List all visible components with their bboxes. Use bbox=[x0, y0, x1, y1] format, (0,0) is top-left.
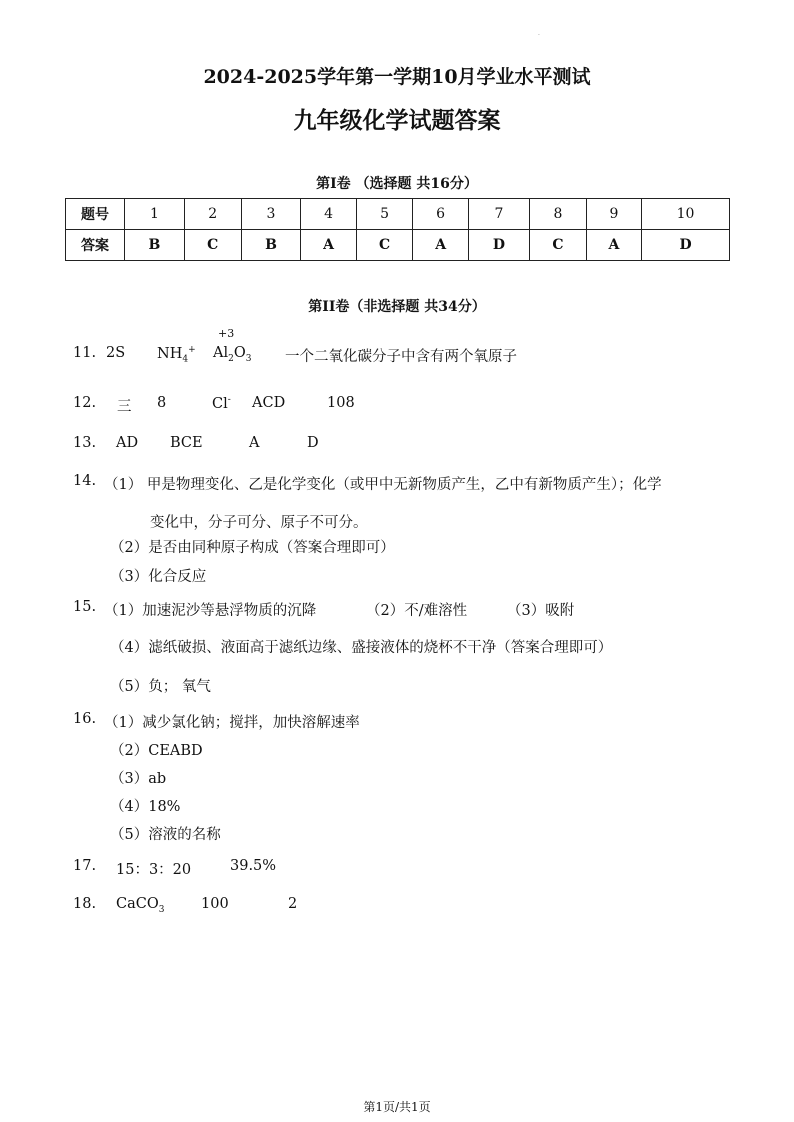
answer-part-3: （3）ab bbox=[110, 771, 167, 787]
row-label-question: 题号 bbox=[66, 199, 125, 230]
page-footer: 第1页/共1页 bbox=[363, 1100, 431, 1114]
answer-cell: C bbox=[184, 230, 241, 261]
question-number: 16. bbox=[73, 711, 97, 727]
answer-alumina: $Al_2O_3$ bbox=[213, 345, 252, 364]
answer-meaning: 一个二氧化碳分子中含有两个氧原子 bbox=[285, 349, 517, 365]
question-number: 10 bbox=[642, 199, 730, 230]
section2-heading: 第II卷（非选择题 共34分） bbox=[308, 299, 486, 315]
answer-part-5: （5）溶液的名称 bbox=[110, 827, 221, 843]
answer-part-4: （4）18% bbox=[110, 799, 181, 815]
question-number: 8 bbox=[530, 199, 587, 230]
question-number: 9 bbox=[586, 199, 641, 230]
answer-part: A bbox=[249, 435, 260, 451]
question-number: 2 bbox=[184, 199, 241, 230]
answer-part: 2 bbox=[288, 896, 298, 912]
answer-sulfur: 2S bbox=[106, 345, 126, 361]
answer-part: ACD bbox=[252, 395, 286, 411]
answer-cell: A bbox=[586, 230, 641, 261]
answer-chloride-ion: Cl- bbox=[212, 395, 231, 412]
question-number-row bbox=[66, 199, 730, 230]
answer-cell: B bbox=[241, 230, 301, 261]
answer-cell: D bbox=[468, 230, 529, 261]
question-number: 17. bbox=[73, 858, 97, 874]
answer-part-2: （2）不/难溶性 bbox=[366, 603, 468, 619]
answer-ammonium: $NH_4^+$ bbox=[157, 345, 196, 365]
answer-sheet-title: 九年级化学试题答案 bbox=[293, 107, 501, 134]
answer-part-3: （3）吸附 bbox=[507, 603, 575, 619]
question-number: 12. bbox=[73, 395, 97, 411]
answer-part-5: （5）负； 氧气 bbox=[110, 679, 211, 695]
answer-part-2: （2）CEABD bbox=[110, 743, 203, 759]
oxidation-state: +3 bbox=[218, 327, 235, 340]
answer-calcium-carbonate: CaCO$_3$ bbox=[116, 896, 165, 915]
answer-part: AD bbox=[116, 435, 139, 451]
answer-part-1: （1）减少氯化钠；搅拌，加快溶解速率 bbox=[104, 715, 360, 731]
answer-ratio: 15：3：20 bbox=[116, 862, 192, 878]
answer-part-1-cont: 变化中，分子可分、原子不可分。 bbox=[150, 515, 368, 531]
answer-part-2: （2）是否由同种原子构成（答案合理即可） bbox=[110, 540, 395, 556]
question-number: 5 bbox=[356, 199, 413, 230]
question-number: 3 bbox=[241, 199, 301, 230]
row-label-answer: 答案 bbox=[66, 230, 125, 261]
answer-part-3: （3）化合反应 bbox=[110, 569, 207, 585]
question-number: 4 bbox=[301, 199, 356, 230]
answer-part: 100 bbox=[201, 896, 229, 912]
question-number: 14. bbox=[73, 473, 97, 489]
answer-cell: A bbox=[413, 230, 468, 261]
answer-cell: D bbox=[642, 230, 730, 261]
question-number: 13. bbox=[73, 435, 97, 451]
answer-part: D bbox=[307, 435, 319, 451]
exam-title: 2024-2025学年第一学期10月学业水平测试 bbox=[203, 66, 591, 88]
answer-part-1: （1） 甲是物理变化、乙是化学变化（或甲中无新物质产生，乙中有新物质产生）；化学 bbox=[104, 477, 662, 493]
answer-part-4: （4）滤纸破损、液面高于滤纸边缘、盛接液体的烧杯不干净（答案合理即可） bbox=[110, 640, 613, 656]
question-number: 7 bbox=[468, 199, 529, 230]
answer-part: 108 bbox=[327, 395, 355, 411]
question-number: 6 bbox=[413, 199, 468, 230]
answer-part-1: （1）加速泥沙等悬浮物质的沉降 bbox=[104, 603, 317, 619]
question-number: 11. bbox=[73, 345, 97, 361]
answer-part: 三 bbox=[117, 399, 132, 415]
answer-cell: C bbox=[356, 230, 413, 261]
section1-heading: 第Ⅰ卷 （选择题 共16分） bbox=[316, 176, 478, 192]
answer-row bbox=[66, 230, 730, 261]
answer-part: BCE bbox=[170, 435, 203, 451]
answer-table bbox=[65, 198, 730, 261]
question-number: 1 bbox=[125, 199, 185, 230]
answer-cell: A bbox=[301, 230, 356, 261]
answer-part: 8 bbox=[157, 395, 167, 411]
answer-cell: B bbox=[125, 230, 185, 261]
answer-percent: 39.5% bbox=[230, 858, 277, 874]
answer-cell: C bbox=[530, 230, 587, 261]
question-number: 18. bbox=[73, 896, 97, 912]
question-number: 15. bbox=[73, 599, 97, 615]
scan-dot: · bbox=[538, 32, 540, 39]
